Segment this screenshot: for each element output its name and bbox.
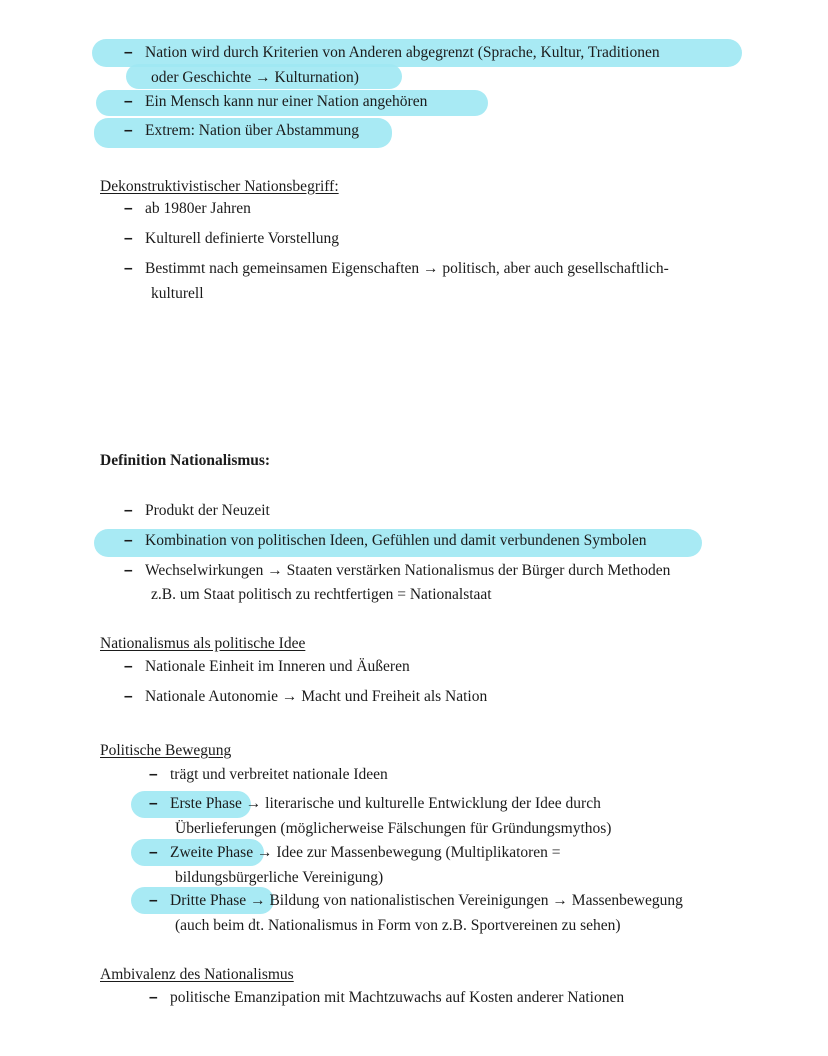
- bullet-dash: –: [124, 562, 133, 579]
- list-item-text: Wechselwirkungen → Staaten verstärken Nationalismus der Bürger durch Methoden: [145, 562, 671, 579]
- bullet-dash: –: [124, 260, 133, 277]
- list-item-text-continued: kulturell: [151, 285, 204, 302]
- section-heading-ambivalenz: Ambivalenz des Nationalismus: [100, 966, 294, 983]
- list-item-text-continued: z.B. um Staat politisch zu rechtfertigen = Nationalstaat: [151, 586, 492, 603]
- section-heading-politische-bewegung: Politische Bewegung: [100, 742, 232, 759]
- list-item-text: Kulturell definierte Vorstellung: [145, 230, 339, 247]
- list-item-text-continued: (auch beim dt. Nationalismus in Form von z.B. Sportvereinen zu sehen): [175, 917, 621, 934]
- list-item-text: [170, 794, 601, 814]
- list-item-text: Nation wird durch Kriterien von Anderen abgegrenzt (Sprache, Kultur, Traditionen: [145, 44, 660, 61]
- section-heading-definition: Definition Nationalismus:: [100, 452, 271, 469]
- phase-description: → Bildung von nationalistischen Vereinigungen → Massenbewegung: [246, 892, 683, 909]
- bullet-dash: –: [124, 230, 133, 247]
- bullet-dash: –: [124, 688, 133, 705]
- section-heading-dekonstruktivistisch: Dekonstruktivistischer Nationsbegriff:: [100, 178, 339, 195]
- bullet-dash: –: [149, 989, 158, 1006]
- list-item-text: Kombination von politischen Ideen, Gefühlen und damit verbundenen Symbolen: [145, 532, 647, 549]
- list-item-text: politische Emanzipation mit Machtzuwachs auf Kosten anderer Nationen: [170, 989, 625, 1006]
- section-heading-politische-idee: Nationalismus als politische Idee: [100, 635, 306, 652]
- bullet-dash: –: [124, 200, 133, 217]
- bullet-dash: –: [124, 122, 133, 139]
- bullet-dash: –: [124, 44, 133, 61]
- list-item-text-continued: oder Geschichte → Kulturnation): [151, 69, 359, 86]
- phase-description: → Idee zur Massenbewegung (Multiplikatoren =: [253, 844, 561, 861]
- list-item-text-continued: bildungsbürgerliche Vereinigung): [175, 869, 384, 886]
- list-item-text: Nationale Einheit im Inneren und Äußeren: [145, 658, 410, 675]
- bullet-dash: –: [149, 795, 158, 812]
- list-item-text: Bestimmt nach gemeinsamen Eigenschaften → politisch, aber auch gesellschaftlich-: [145, 260, 669, 277]
- list-item-text: Ein Mensch kann nur einer Nation angehören: [145, 93, 428, 110]
- bullet-dash: –: [124, 93, 133, 110]
- list-item-text: Extrem: Nation über Abstammung: [145, 122, 359, 139]
- bullet-dash: –: [124, 658, 133, 675]
- bullet-dash: –: [124, 502, 133, 519]
- phase-description: → literarische und kulturelle Entwicklung der Idee durch: [241, 795, 601, 812]
- list-item-text: trägt und verbreitet nationale Ideen: [170, 766, 388, 783]
- list-item-text: [170, 891, 683, 911]
- phase-label: Zweite Phase: [170, 844, 254, 861]
- list-item-text: [170, 843, 561, 863]
- bullet-dash: –: [124, 532, 133, 549]
- phase-label: Dritte Phase: [170, 892, 247, 909]
- list-item-text: Nationale Autonomie → Macht und Freiheit als Nation: [145, 688, 488, 705]
- bullet-dash: –: [149, 844, 158, 861]
- bullet-dash: –: [149, 766, 158, 783]
- list-item-text-continued: Überlieferungen (möglicherweise Fälschungen für Gründungsmythos): [175, 820, 612, 837]
- bullet-dash: –: [149, 892, 158, 909]
- list-item-text: Produkt der Neuzeit: [145, 502, 270, 519]
- list-item-text: ab 1980er Jahren: [145, 200, 251, 217]
- phase-label: Erste Phase: [170, 795, 242, 812]
